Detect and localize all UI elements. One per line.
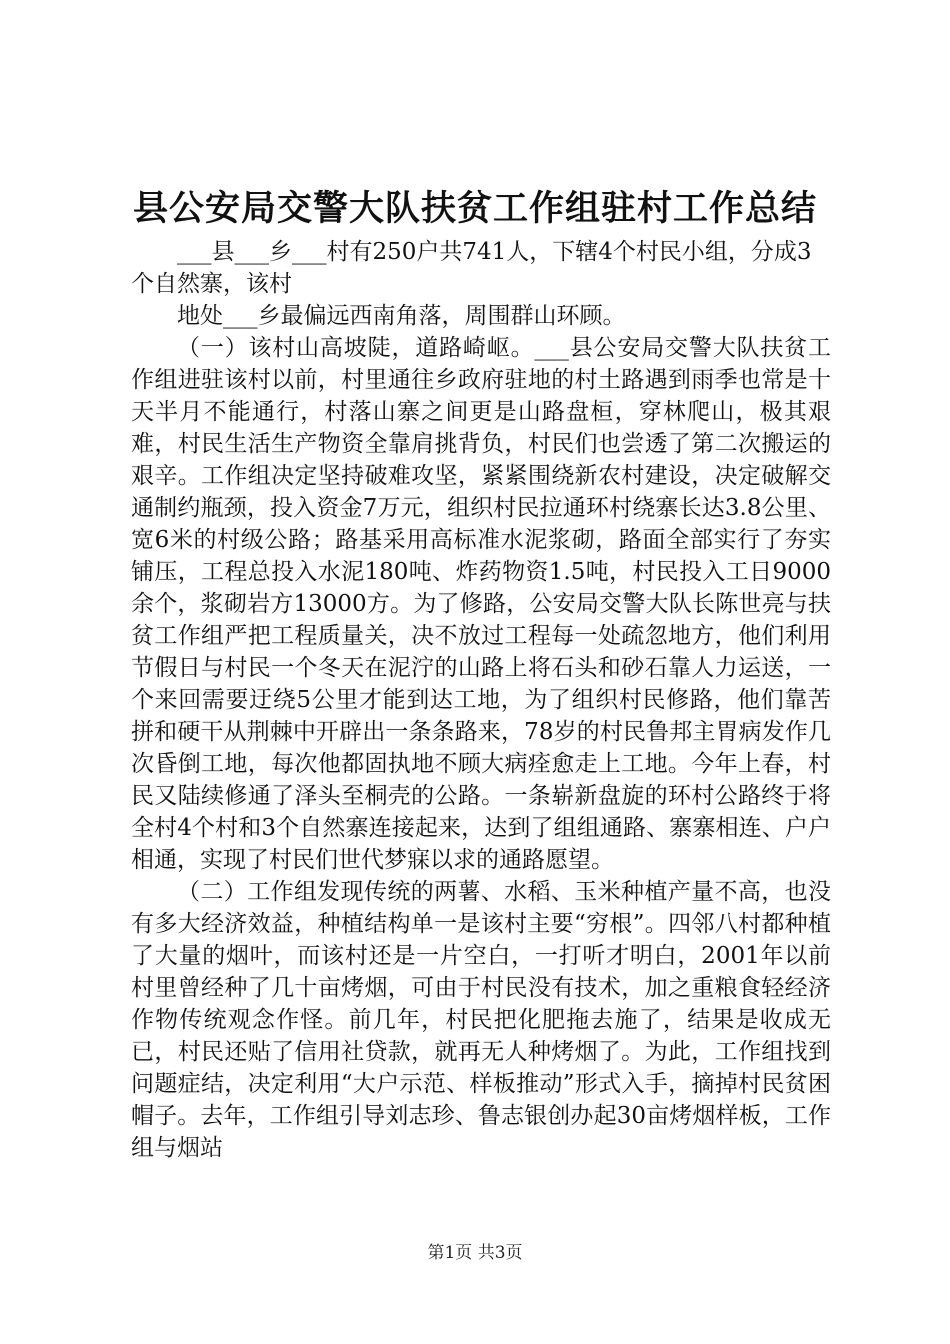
- paragraph-intro: ___县___乡___村有250户共741人，下辖4个村民小组，分成3个自然寨，该村: [131, 239, 812, 297]
- paragraph-section-two: （二）工作组发现传统的两薯、水稻、玉米种植产量不高，也没有多大经济效益，种植结构单一是该村主要“穷根”。四邻八村都种植了大量的烟叶，而该村还是一片空白，一打听才明白，2001年以前村里曾经种了几十亩烤烟，可由于村民没有技术，加之重粮食轻经济作物传统观念作怪。前几年，村民把化肥拖去施了，结果是收成无已，村民还贴了信用社贷款，就再无人种烤烟了。为此，工作组找到问题症结，决定利用“大户示范、样板推动”形式入手，摘掉村民贫困帽子。去年，工作组引导刘志珍、鲁志银创办起30亩烤烟样板，工作组与烟站: [131, 879, 831, 1161]
- document-body: [131, 236, 831, 1164]
- paragraph-section-one: （一）该村山高坡陡，道路崎岖。___县公安局交警大队扶贫工作组进驻该村以前，村里通往乡政府驻地的村土路遇到雨季也常是十天半月不能通行，村落山寨之间更是山路盘桓，穿林爬山，极其艰难，村民生活生产物资全靠肩挑背负，村民们也尝透了第二次搬运的艰辛。工作组决定坚持破难攻坚，紧紧围绕新农村建设，决定破解交通制约瓶颈，投入资金7万元，组织村民拉通环村绕寨长达3.8公里、宽6米的村级公路；路基采用高标准水泥浆砌，路面全部实行了夯实铺压，工程总投入水泥180吨、炸药物资1.5吨，村民投入工日9000余个，浆砌岩方13000方。为了修路，公安局交警大队长陈世亮与扶贫工作组严把工程质量关，决不放过工程每一处疏忽地方，他们利用节假日与村民一个冬天在泥泞的山路上将石头和砂石靠人力运送，一个来回需要迂绕5公里才能到达工地，为了组织村民修路，他们靠苦拼和硬干从荆棘中开辟出一条条路来，78岁的村民鲁邦主胃病发作几次昏倒工地，每次他都固执地不顾大病痊愈走上工地。今年上春，村民又陆续修通了泽头至桐壳的公路。一条崭新盘旋的环村公路终于将全村4个村和3个自然寨连接起来，达到了组组通路、寨寨相连、户户相通，实现了村民们世代梦寐以求的通路愿望。: [131, 335, 831, 873]
- document-title: 县公安局交警大队扶贫工作组驻村工作总结: [132, 188, 817, 229]
- paragraph-location: 地处___乡最偏远西南角落，周围群山环顾。: [177, 303, 626, 329]
- page-footer: 第1页 共3页: [427, 1243, 523, 1263]
